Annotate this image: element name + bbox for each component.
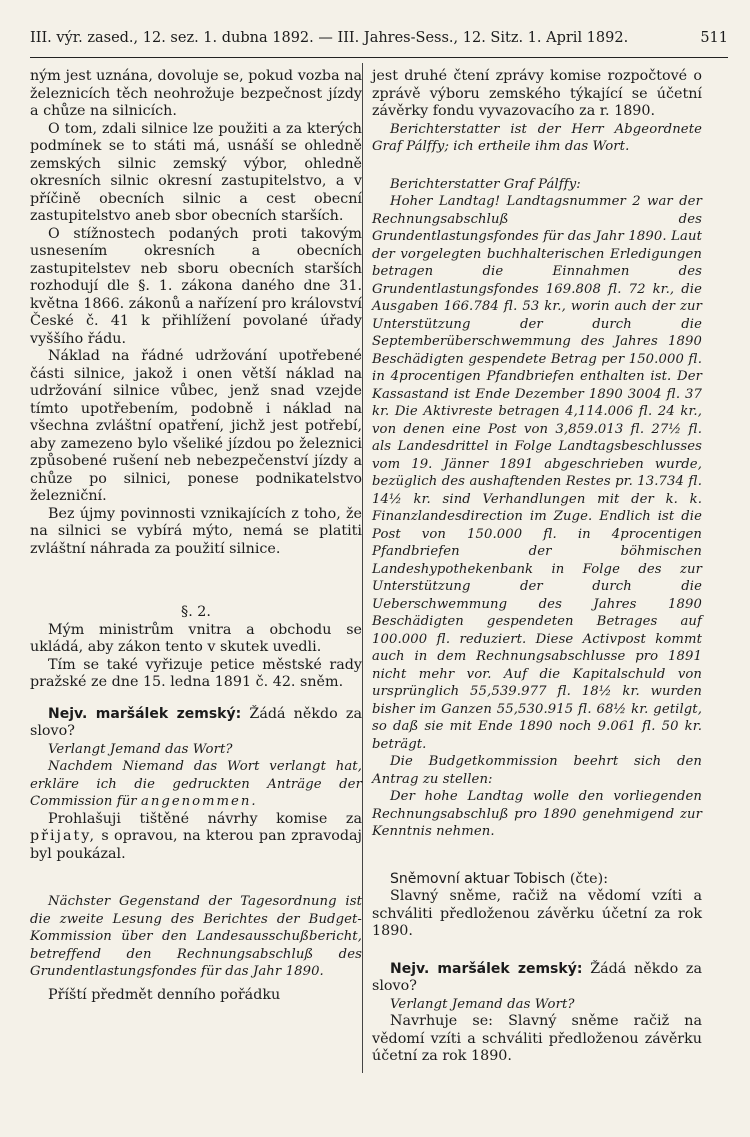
text-part: s opravou, na kterou pan zpravodaj byl poukázal. <box>30 828 362 862</box>
right-paragraph: Slavný sněme, račiž na vědomí vzíti a schváliti předloženou závěrku účetní za rok 1890. <box>372 888 702 939</box>
german-paragraph: Hoher Landtag! Landtagsnummer 2 war der Rechnungsabschluß des Grundentlastungsfondes für das Jahr 1890. Laut der vorgelegten buchhalterischen Erledigungen betragen die Einnahmen des Grundentlastungsfondes 169.808 fl. 72 kr., die Ausgaben 166.784 fl. 53 kr., worin auch der zur Unterstützung der durch die Septemberüberschwemmung des Jahres 1890 Beschädigten gespendete Betrag per 150.000 fl. in 4procentigen Pfandbriefen enthalten ist. Der Kassastand ist Ende Dezember 1890 3004 fl. 37 kr. Die Aktivreste betragen 4,114.006 fl. 24 kr., von denen eine Post von 3,859.013 fl. 27½ fl. als Landesdrittel in Folge Landtagsbeschlusses vom 19. Jänner 1891 abgeschrieben wurde, bezüglich des aushaftenden Restes pr. 13.734 fl. 14½ kr. sind Verhandlungen mit der k. k. Finanzlandesdirection im Zuge. Endlich ist die Post von 150.000 fl. in 4procentigen Pfandbriefen der böhmischen Landeshypothekenbank in Folge des zur Unterstützung der durch die Ueberschwemmung des Jahres 1890 Beschädigten gespendeten Betrages auf 100.000 fl. reduziert. Diese Activpost kommt auch in dem Rechnungsabschlusse pro 1891 nicht mehr vor. Auf die Kapitalschuld von ursprünglich 55,539.977 fl. 18½ kr. wurden bisher im Ganzen 55,530.915 fl. 68½ kr. getilgt, so daß sie mit Ende 1890 noch 9.061 fl. 50 kr. beträgt. <box>372 194 702 752</box>
german-text: Nachdem Niemand das Wort verlangt hat, erkläre ich die gedruckten Anträge der Commission für <box>30 759 362 809</box>
speaker-name: Nejv. maršálek zemský: <box>390 960 583 977</box>
german-paragraph: Die Budgetkommission beehrt sich den Antrag zu stellen: <box>372 754 702 787</box>
speaker-text: Žádá někdo za slovo? <box>372 960 702 994</box>
spaced-text: přijaty, <box>30 828 96 844</box>
left-paragraph: ným jest uznána, dovoluje se, pokud vozba na železnicích těch neohrožuje bezpečnost jízdy a chůze na silnicích. <box>30 68 362 119</box>
spacer <box>30 692 362 706</box>
page-header <box>30 30 728 54</box>
right-paragraph <box>372 1013 702 1066</box>
proposal-label: Navrhuje se: <box>390 1013 493 1029</box>
speaker-text: Žádá někdo za slovo? <box>30 705 362 739</box>
german-paragraph: Verlangt Jemand das Wort? <box>48 741 233 757</box>
right-column <box>372 68 702 1066</box>
right-paragraph: jest druhé čtení zprávy komise rozpočtové o zprávě výboru zemského týkající se účetní závěrky fondu vyvazovacího za r. 1890. <box>372 68 702 119</box>
column-divider <box>362 63 363 1073</box>
spacer <box>30 863 362 893</box>
spacer <box>372 156 702 176</box>
speaker-label: Sněmovní aktuar Tobisch <box>390 870 566 887</box>
german-paragraph: Nächster Gegenstand der Tagesordnung ist die zweite Lesung des Berichtes der Budget-Kommission über den Landesausschußbericht, betreffend den Rechnungsabschluß des Grundentlastungsfondes für das Jahr 1890. <box>30 894 362 979</box>
speaker-paragraph <box>372 961 702 996</box>
left-column <box>30 68 362 1004</box>
page-number: 511 <box>700 30 728 46</box>
section-heading: §. 2. <box>181 604 211 620</box>
german-paragraph: Berichterstatter ist der Herr Abgeordnete Graf Pálffy; ich ertheile ihm das Wort. <box>372 121 702 154</box>
header-rule <box>30 57 728 58</box>
left-paragraph: Mým ministrům vnitra a obchodu se ukládá, aby zákon tento v skutek uvedli. <box>30 621 362 655</box>
left-paragraph: Náklad na řádné udržování upotřebené části silnice, jakož i onen větší náklad na udržování silnice vůbec, jenž snad vzejde tímto upotřebením, podobně i náklad na všechna zvláštní opatření, jichž jest potřebí, aby zamezeno bylo všeliké jízdou po železnici způsobené rušení neb nebezpečenství jízdy a chůze po silnici, ponese podnikatelstvo železniční. <box>30 348 362 504</box>
left-paragraph: O stížnostech podaných proti takovým usnesením okresních a obecních zastupitelstev neb sboru obecních starších rozhodují dle §. 1. zákona daného dne 31. května 1866. zákonů a nařízení pro království České č. 41 k přihlížení povolané úřady vyššího řádu. <box>30 225 362 347</box>
header-text: III. výr. zased., 12. sez. 1. dubna 1892. — III. Jahres-Sess., 12. Sitz. 1. April 1892. <box>30 30 629 46</box>
german-paragraph: Der hohe Landtag wolle den vorliegenden Rechnungsabschluß pro 1890 genehmigend zur Kenntnis nehmen. <box>372 789 702 839</box>
left-paragraph: Bez újmy povinnosti vznikajících z toho, že na silnici se vybírá mýto, nemá se platiti zvláštní náhrada za použití silnice. <box>30 505 362 557</box>
spacer <box>372 841 702 871</box>
german-paragraph: Verlangt Jemand das Wort? <box>390 996 575 1012</box>
speaker-note: (čte): <box>569 870 609 887</box>
german-paragraph <box>30 758 362 811</box>
speaker-paragraph <box>372 871 702 889</box>
spacer <box>30 558 362 604</box>
text-part: Prohlašuji tištěné návrhy komise za <box>48 810 362 827</box>
speaker-heading: Berichterstatter Graf Pálffy: <box>390 176 581 192</box>
speaker-paragraph <box>30 706 362 741</box>
proposal-text: Slavný sněme račiž na vědomí vzíti a schváliti předloženou závěrku účetní za rok 1890. <box>372 1013 702 1064</box>
left-paragraph: Příští předmět denního pořádku <box>48 986 281 1003</box>
speaker-name: Nejv. maršálek zemský: <box>48 705 242 722</box>
spacer <box>372 941 702 961</box>
left-paragraph: Tím se také vyřizuje petice městské rady pražské ze dne 15. ledna 1891 č. 42. sněm. <box>30 656 362 690</box>
left-paragraph <box>30 811 362 864</box>
german-spaced-text: angenommen. <box>141 794 258 809</box>
left-paragraph: O tom, zdali silnice lze použiti a za kterých podmínek se to státi má, usnáší se ohledně zemských silnic zemský výbor, ohledně okresních silnic okresní zastupitelstvo, a v příčině obecních silnic a cest obecní zastupitelstvo aneb sbor obecních starších. <box>30 120 362 224</box>
